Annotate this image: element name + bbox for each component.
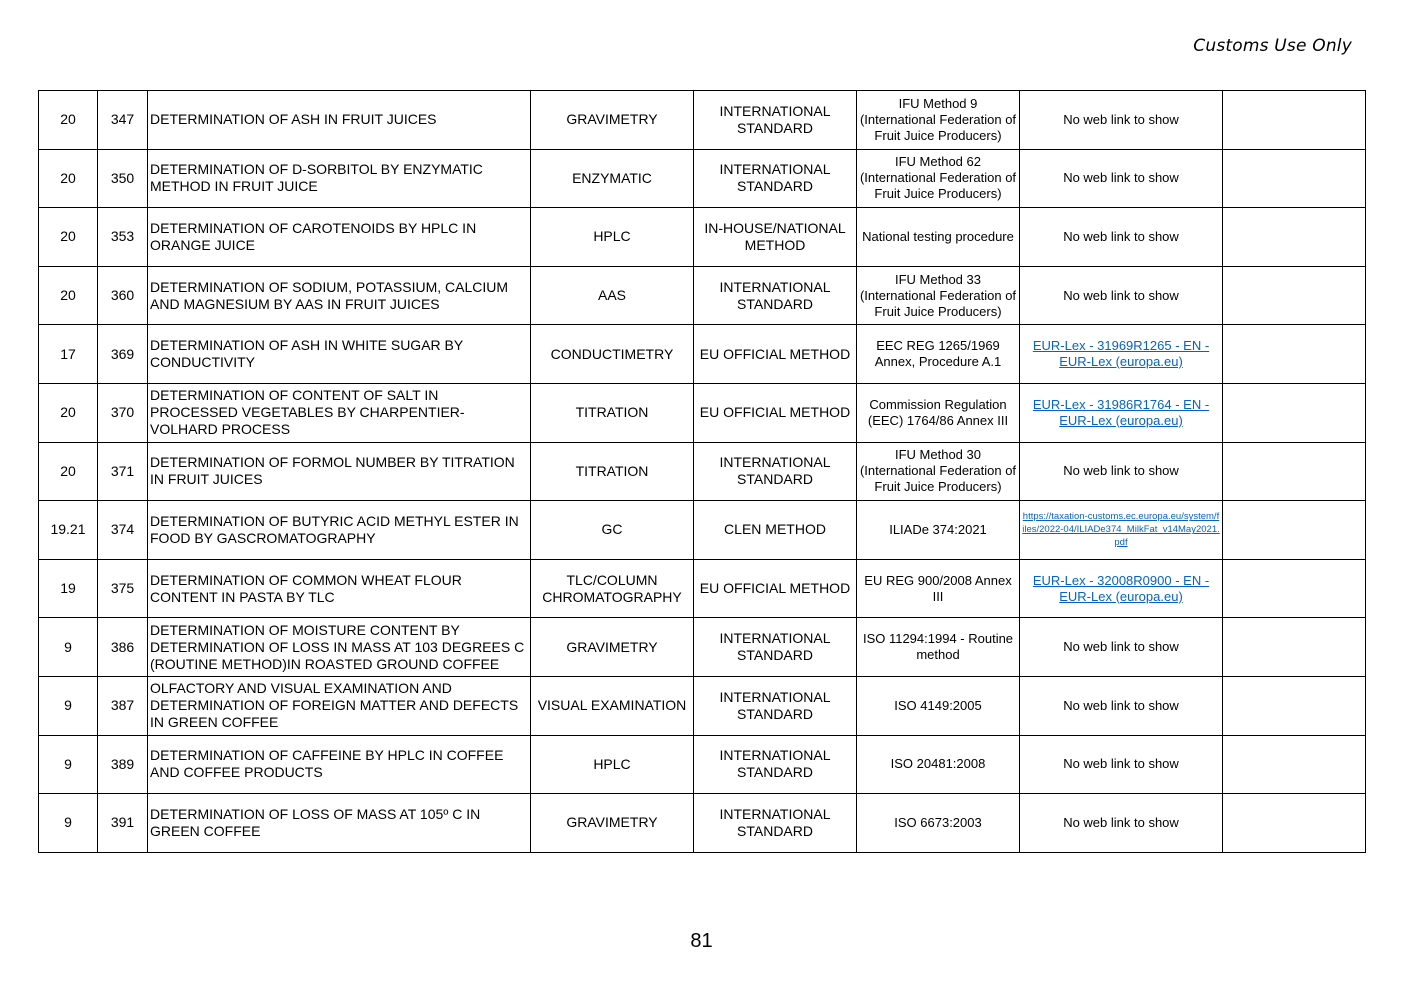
description-cell: DETERMINATION OF D-SORBITOL BY ENZYMATIC METHOD IN FRUIT JUICE <box>148 149 531 208</box>
reference-cell: IFU Method 33 (International Federation of Fruit Juice Producers) <box>857 266 1020 325</box>
group-cell: 20 <box>39 91 98 150</box>
table-row <box>39 266 1366 325</box>
description-cell: DETERMINATION OF CAROTENOIDS BY HPLC IN ORANGE JUICE <box>148 208 531 267</box>
description-cell: OLFACTORY AND VISUAL EXAMINATION AND DETERMINATION OF FOREIGN MATTER AND DEFECTS IN GREEN COFFEE <box>148 676 531 735</box>
description-cell: DETERMINATION OF ASH IN WHITE SUGAR BY CONDUCTIVITY <box>148 325 531 384</box>
technique-cell: GC <box>531 501 694 560</box>
description-cell: DETERMINATION OF BUTYRIC ACID METHYL ESTER IN FOOD BY GASCROMATOGRAPHY <box>148 501 531 560</box>
table-row <box>39 794 1366 853</box>
table-row <box>39 676 1366 735</box>
web-link-cell: No web link to show <box>1020 208 1223 267</box>
technique-cell: AAS <box>531 266 694 325</box>
page-number: 81 <box>690 930 713 952</box>
web-link[interactable]: EUR-Lex - 31969R1265 - EN - EUR-Lex (europa.eu) <box>1032 338 1210 370</box>
method-number-cell: 386 <box>98 618 148 677</box>
web-link-cell: No web link to show <box>1020 794 1223 853</box>
remarks-cell <box>1223 383 1366 442</box>
method-type-cell: INTERNATIONAL STANDARD <box>694 735 857 794</box>
web-link-cell <box>1020 501 1223 560</box>
remarks-cell <box>1223 501 1366 560</box>
technique-cell: TITRATION <box>531 383 694 442</box>
remarks-cell <box>1223 325 1366 384</box>
group-cell: 19 <box>39 559 98 618</box>
description-cell: DETERMINATION OF CONTENT OF SALT IN PROCESSED VEGETABLES BY CHARPENTIER-VOLHARD PROCESS <box>148 383 531 442</box>
web-link-cell: No web link to show <box>1020 91 1223 150</box>
web-link-cell: No web link to show <box>1020 735 1223 794</box>
method-number-cell: 370 <box>98 383 148 442</box>
table-row <box>39 383 1366 442</box>
table-row <box>39 149 1366 208</box>
description-cell: DETERMINATION OF CAFFEINE BY HPLC IN COFFEE AND COFFEE PRODUCTS <box>148 735 531 794</box>
method-number-cell: 353 <box>98 208 148 267</box>
method-number-cell: 369 <box>98 325 148 384</box>
method-type-cell: EU OFFICIAL METHOD <box>694 383 857 442</box>
description-cell: DETERMINATION OF LOSS OF MASS AT 105º C IN GREEN COFFEE <box>148 794 531 853</box>
method-type-cell: INTERNATIONAL STANDARD <box>694 266 857 325</box>
group-cell: 20 <box>39 266 98 325</box>
table-row <box>39 325 1366 384</box>
method-number-cell: 374 <box>98 501 148 560</box>
remarks-cell <box>1223 149 1366 208</box>
technique-cell: HPLC <box>531 735 694 794</box>
web-link-cell <box>1020 559 1223 618</box>
method-number-cell: 389 <box>98 735 148 794</box>
group-cell: 9 <box>39 676 98 735</box>
group-cell: 9 <box>39 794 98 853</box>
web-link[interactable]: EUR-Lex - 31986R1764 - EN - EUR-Lex (europa.eu) <box>1032 396 1210 428</box>
table-row <box>39 501 1366 560</box>
technique-cell: GRAVIMETRY <box>531 91 694 150</box>
method-type-cell: INTERNATIONAL STANDARD <box>694 676 857 735</box>
methods-table-body <box>39 91 1366 853</box>
web-link-cell: No web link to show <box>1020 618 1223 677</box>
remarks-cell <box>1223 559 1366 618</box>
technique-cell: VISUAL EXAMINATION <box>531 676 694 735</box>
reference-cell: ISO 20481:2008 <box>857 735 1020 794</box>
method-type-cell: EU OFFICIAL METHOD <box>694 325 857 384</box>
method-type-cell: CLEN METHOD <box>694 501 857 560</box>
web-link-cell: No web link to show <box>1020 149 1223 208</box>
remarks-cell <box>1223 735 1366 794</box>
methods-table <box>38 90 1366 853</box>
web-link-cell <box>1020 325 1223 384</box>
description-cell: DETERMINATION OF ASH IN FRUIT JUICES <box>148 91 531 150</box>
group-cell: 9 <box>39 735 98 794</box>
reference-cell: National testing procedure <box>857 208 1020 267</box>
table-row <box>39 618 1366 677</box>
group-cell: 20 <box>39 149 98 208</box>
remarks-cell <box>1223 794 1366 853</box>
group-cell: 20 <box>39 383 98 442</box>
description-cell: DETERMINATION OF SODIUM, POTASSIUM, CALCIUM AND MAGNESIUM BY AAS IN FRUIT JUICES <box>148 266 531 325</box>
web-link-cell <box>1020 383 1223 442</box>
technique-cell: ENZYMATIC <box>531 149 694 208</box>
method-type-cell: INTERNATIONAL STANDARD <box>694 91 857 150</box>
method-type-cell: INTERNATIONAL STANDARD <box>694 149 857 208</box>
web-link-cell: No web link to show <box>1020 676 1223 735</box>
technique-cell: GRAVIMETRY <box>531 794 694 853</box>
table-row <box>39 442 1366 501</box>
reference-cell: IFU Method 9 (International Federation of Fruit Juice Producers) <box>857 91 1020 150</box>
method-number-cell: 347 <box>98 91 148 150</box>
table-row <box>39 735 1366 794</box>
description-cell: DETERMINATION OF COMMON WHEAT FLOUR CONTENT IN PASTA BY TLC <box>148 559 531 618</box>
table-row <box>39 91 1366 150</box>
method-number-cell: 360 <box>98 266 148 325</box>
method-type-cell: INTERNATIONAL STANDARD <box>694 794 857 853</box>
method-number-cell: 391 <box>98 794 148 853</box>
method-type-cell: INTERNATIONAL STANDARD <box>694 618 857 677</box>
description-cell: DETERMINATION OF MOISTURE CONTENT BY DETERMINATION OF LOSS IN MASS AT 103 DEGREES C (ROUTINE METHOD)IN ROASTED GROUND COFFEE <box>148 618 531 677</box>
web-link-cell: No web link to show <box>1020 266 1223 325</box>
technique-cell: TLC/COLUMN CHROMATOGRAPHY <box>531 559 694 618</box>
method-number-cell: 350 <box>98 149 148 208</box>
reference-cell: EEC REG 1265/1969 Annex, Procedure A.1 <box>857 325 1020 384</box>
reference-cell: ISO 6673:2003 <box>857 794 1020 853</box>
reference-cell: EU REG 900/2008 Annex III <box>857 559 1020 618</box>
reference-cell: ISO 11294:1994 - Routine method <box>857 618 1020 677</box>
table-row <box>39 208 1366 267</box>
reference-cell: IFU Method 62 (International Federation of Fruit Juice Producers) <box>857 149 1020 208</box>
reference-cell: Commission Regulation (EEC) 1764/86 Annex III <box>857 383 1020 442</box>
technique-cell: CONDUCTIMETRY <box>531 325 694 384</box>
description-cell: DETERMINATION OF FORMOL NUMBER BY TITRATION IN FRUIT JUICES <box>148 442 531 501</box>
remarks-cell <box>1223 91 1366 150</box>
group-cell: 9 <box>39 618 98 677</box>
reference-cell: IFU Method 30 (International Federation of Fruit Juice Producers) <box>857 442 1020 501</box>
technique-cell: TITRATION <box>531 442 694 501</box>
method-number-cell: 375 <box>98 559 148 618</box>
technique-cell: HPLC <box>531 208 694 267</box>
web-link[interactable]: https://taxation-customs.ec.europa.eu/system/files/2022-04/ILIADe374_MilkFat_v14May2021.pdf <box>1022 511 1220 549</box>
remarks-cell <box>1223 618 1366 677</box>
group-cell: 20 <box>39 208 98 267</box>
method-type-cell: IN-HOUSE/NATIONAL METHOD <box>694 208 857 267</box>
customs-use-only-note: Customs Use Only <box>1193 36 1352 56</box>
table-row <box>39 559 1366 618</box>
remarks-cell <box>1223 676 1366 735</box>
group-cell: 20 <box>39 442 98 501</box>
web-link[interactable]: EUR-Lex - 32008R0900 - EN - EUR-Lex (europa.eu) <box>1032 572 1210 604</box>
web-link-cell: No web link to show <box>1020 442 1223 501</box>
method-type-cell: INTERNATIONAL STANDARD <box>694 442 857 501</box>
method-number-cell: 371 <box>98 442 148 501</box>
remarks-cell <box>1223 442 1366 501</box>
reference-cell: ILIADe 374:2021 <box>857 501 1020 560</box>
method-number-cell: 387 <box>98 676 148 735</box>
group-cell: 19.21 <box>39 501 98 560</box>
reference-cell: ISO 4149:2005 <box>857 676 1020 735</box>
technique-cell: GRAVIMETRY <box>531 618 694 677</box>
group-cell: 17 <box>39 325 98 384</box>
remarks-cell <box>1223 266 1366 325</box>
remarks-cell <box>1223 208 1366 267</box>
method-type-cell: EU OFFICIAL METHOD <box>694 559 857 618</box>
